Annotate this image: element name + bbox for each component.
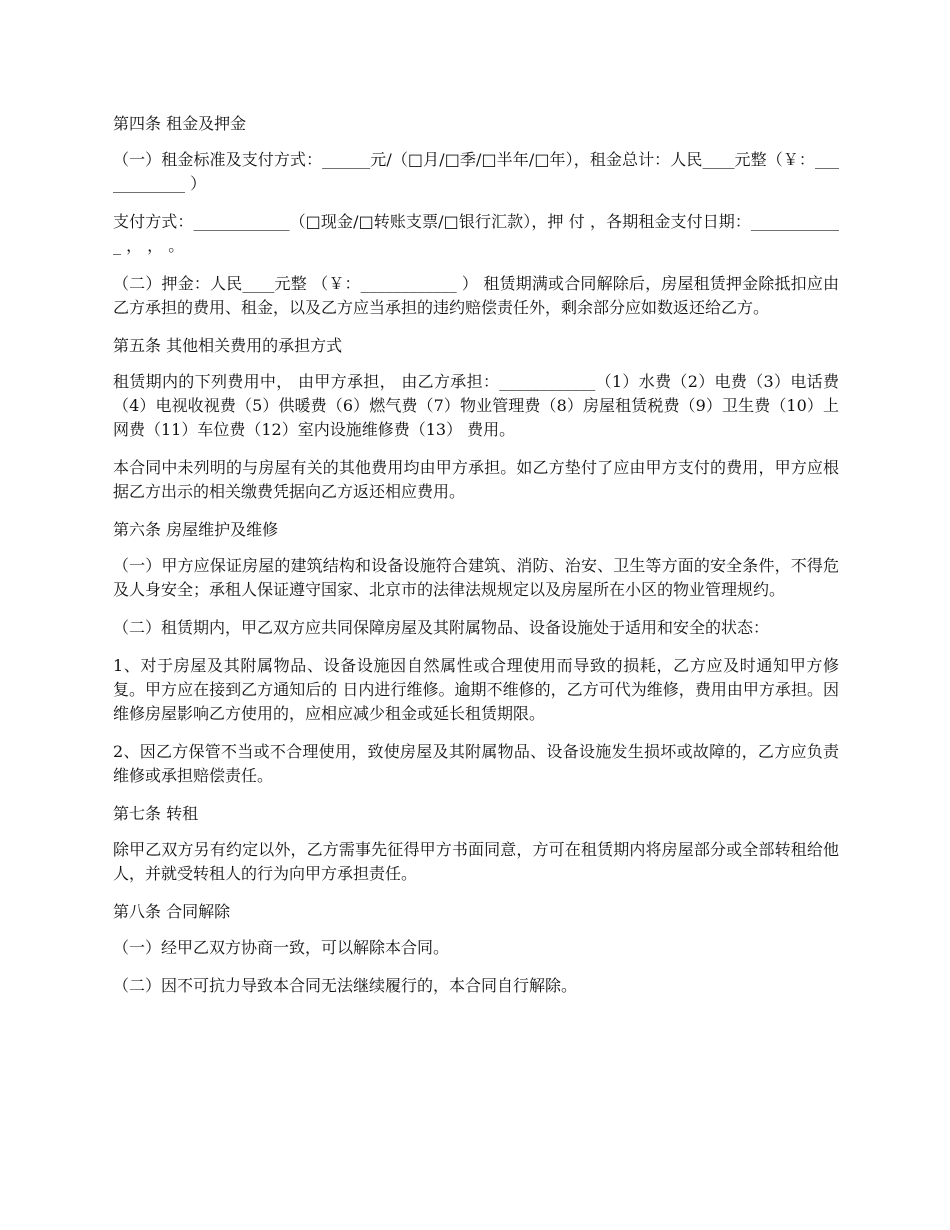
paragraph-payment-method: 支付方式：____________（□现金/□转账支票/□银行汇款），押 付 ，各期租金支付日期：____________ ， ， 。: [113, 212, 839, 255]
section-heading-sublease: 第七条 转租: [113, 804, 199, 823]
paragraph-rent-standard: （一）租金标准及支付方式：______元/（□月/□季/□半年/□年），租金总计：人民____元整（￥：____________ ）: [113, 150, 839, 193]
section-heading-other-fees: 第五条 其他相关费用的承担方式: [113, 336, 343, 355]
section-heading-maintenance: 第六条 房屋维护及维修: [113, 520, 279, 539]
document-body: [113, 112, 839, 1012]
paragraph-sublease: 除甲乙双方另有约定以外，乙方需事先征得甲方书面同意，方可在租赁期内将房屋部分或全部转租给他人，并就受转租人的行为向甲方承担责任。: [113, 840, 839, 883]
paragraph-safety-conditions: （一）甲方应保证房屋的建筑结构和设备设施符合建筑、消防、治安、卫生等方面的安全条件，不得危及人身安全；承租人保证遵守国家、北京市的法律法规规定以及房屋所在小区的物业管理规约。: [113, 556, 839, 599]
section-heading-termination: 第八条 合同解除: [113, 902, 231, 921]
section-heading-rent-deposit: 第四条 租金及押金: [113, 114, 247, 133]
paragraph-joint-guarantee: （二）租赁期内，甲乙双方应共同保障房屋及其附属物品、设备设施处于适用和安全的状态：: [113, 618, 770, 637]
paragraph-repair-tenant-damage: 2、因乙方保管不当或不合理使用，致使房屋及其附属物品、设备设施发生损坏或故障的，乙方应负责维修或承担赔偿责任。: [113, 742, 839, 785]
paragraph-repair-natural-wear: 1、对于房屋及其附属物品、设备设施因自然属性或合理使用而导致的损耗，乙方应及时通知甲方修复。甲方应在接到乙方通知后的 日内进行维修。逾期不维修的，乙方可代为维修，费用由甲方承担。因维修房屋影响乙方使用的，应相应减少租金或延长租赁期限。: [113, 656, 839, 723]
paragraph-fee-list: 租赁期内的下列费用中， 由甲方承担， 由乙方承担：____________（1）水费（2）电费（3）电话费（4）电视收视费（5）供暖费（6）燃气费（7）物业管理费（8）房屋租赁税费（9）卫生费（10）上网费（11）车位费（12）室内设施维修费（13） 费用。: [113, 372, 839, 439]
paragraph-termination-mutual: （一）经甲乙双方协商一致，可以解除本合同。: [113, 938, 450, 957]
paragraph-unlisted-fees: 本合同中未列明的与房屋有关的其他费用均由甲方承担。如乙方垫付了应由甲方支付的费用，甲方应根据乙方出示的相关缴费凭据向乙方返还相应费用。: [113, 458, 839, 501]
paragraph-termination-force-majeure: （二）因不可抗力导致本合同无法继续履行的，本合同自行解除。: [113, 976, 578, 995]
paragraph-deposit: （二）押金：人民____元整 （￥：____________ ） 租赁期满或合同解除后，房屋租赁押金除抵扣应由乙方承担的费用、租金，以及乙方应当承担的违约赔偿责任外，剩余部分应如数返还给乙方。: [113, 274, 839, 317]
